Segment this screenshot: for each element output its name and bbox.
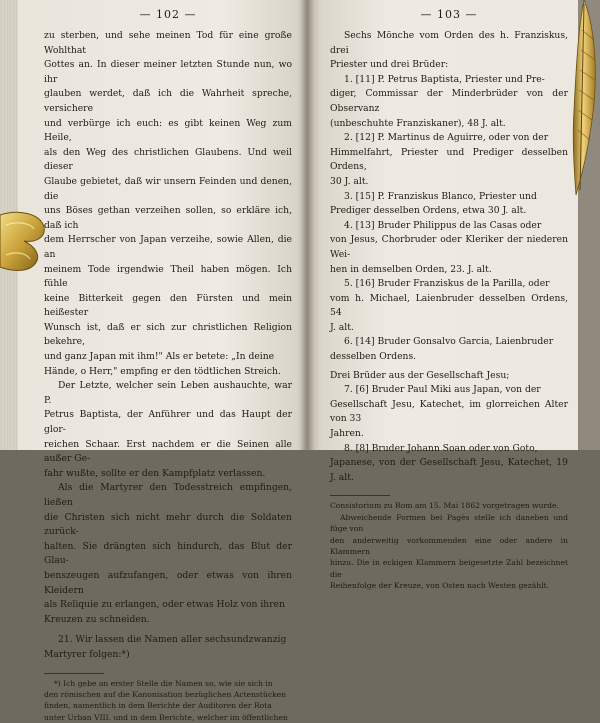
book-spine-shadow [300,0,314,450]
text-line: diger, Commissar der Minderbrüder von der Observanz [330,88,568,114]
footnote-line: Abweichende Formen bei Pagès stelle ich daneben und füge von [330,512,568,534]
text-line: uns Böses gethan verzeihen sollen, so erkläre ich, daß ich [44,205,292,231]
text-line: und ganz Japan mit ihm!" Als er betete: „In deine [44,351,275,363]
text-line: 5. [16] Bruder Franziskus de la Parilla, oder [344,278,550,290]
footnote-line: den anderweitig vorkommenden eine oder andere in Klammern [330,535,568,557]
martyr-list [330,73,568,365]
text-line: halten. Sie drängten sich hindurch, das Blut der Glau- [44,540,292,567]
list-item [330,335,568,364]
list-item [330,131,568,189]
footnote-rule [330,495,390,496]
right-page [308,0,578,591]
left-body [44,29,292,627]
text-line: benszeugen aufzufangen, oder etwas von ihren Kleidern [44,569,292,596]
left-footnote [44,678,292,723]
text-line: zu sterben, und sehe meinen Tod für eine große Wohlthat [44,30,292,56]
text-line: Wunsch ist, daß er sich zur christlichen Religion bekehre, [44,321,292,348]
footnote-line: finden, namentlich in dem Berichte der Auditoren der Rota [44,701,272,711]
text-line: Jahren. [330,428,364,440]
text-line: Sechs Mönche vom Orden des h. Franziskus, drei [330,30,568,56]
right-body [330,29,568,485]
text-line: Himmelfahrt, Priester und Prediger desselben Ordens, [330,146,568,173]
footnote-rule [44,673,104,674]
text-line: (unbeschuhte Franziskaner), 48 J. alt. [330,117,506,129]
text-line: Gesellschaft Jesu, Katechet, im glorreichen Alter von 33 [330,398,568,425]
text-line: Der Letzte, welcher sein Leben aushauchte, war P. [44,380,292,406]
text-line: 21. Wir lassen die Namen aller sechsundzwanzig [58,634,287,646]
footnote-line: *) Ich gebe an erster Stelle die Namen so, wie sie sich in [54,678,273,688]
text-line: Prediger desselben Ordens, etwa 30 J. alt. [330,205,527,217]
text-line: 6. [14] Bruder Gonsalvo Garcia, Laienbruder [344,336,554,348]
list-item [330,190,568,219]
text-line: hen in demselben Orden, 23. J. alt. [330,263,492,275]
text-line: vom h. Michael, Laienbruder desselben Ordens, 54 [330,292,568,319]
list-item [330,73,568,131]
footnote-line: hinzu. Die in eckigen Klammern beigesetzte Zahl bezeichnet die [330,558,568,579]
text-line: Japanese, von der Gesellschaft Jesu, Katechet, 19 J. alt. [330,457,568,483]
footnote-line: Reihenfolge der Kreuze, von Osten nach Westen gezählt. [330,581,550,591]
footnote-line: unter Urban VIII. und in dem Berichte, welcher im öffentlichen [44,712,288,722]
text-line: dem Herrscher von Japan verzeihe, sowie Allen, die an [44,234,292,260]
left-page [18,0,308,722]
left-page-number: — 102 — [139,8,197,21]
right-page-number: — 103 — [420,8,478,21]
text-line: Glaube gebietet, daß wir unsern Feinden und denen, die [44,175,292,202]
right-footnote [330,500,568,591]
footnote-line: Consistorium zu Rom am 15. Mai 1862 vorgetragen wurde. [330,501,559,511]
text-line: Priester und drei Brüder: [330,59,449,71]
text-line: fahr wußte, sollte er den Kampfplatz verlassen. [44,467,266,479]
text-line: 1. [11] P. Petrus Baptista, Priester und Pre- [344,73,545,85]
text-line: als den Weg des christlichen Glaubens. Und weil dieser [44,146,292,173]
text-line: Als die Martyrer den Todesstreich empfingen, ließen [44,482,292,508]
text-line: als Reliquie zu erlangen, oder etwas Holz von ihren [44,599,285,611]
text-line: 3. [15] P. Franziskus Blanco, Priester und [344,190,537,202]
text-line: desselben Ordens. [330,351,417,363]
text-line: keine Bitterkeit gegen den Fürsten und mein heißester [44,292,292,319]
text-line: 4. [13] Bruder Philippus de las Casas oder [344,219,542,231]
section-heading [44,633,292,662]
list-item [330,277,568,335]
list-item [330,383,568,441]
text-line: Hände, o Herr," empfing er den tödtlichen Streich. [44,365,281,377]
text-line: glauben werdet, daß ich die Wahrheit spreche, versichere [44,88,292,114]
text-line: und verbürge ich euch: es gibt keinen Weg zum Heile, [44,117,292,144]
martyr-list-jesuits [330,383,568,485]
text-line: 30 J. alt. [330,175,369,187]
text-line: Petrus Baptista, der Anführer und das Haupt der glor- [44,409,292,436]
footnote-line: den römischen auf die Kanonisation bezüglichen Actenstücken [44,689,287,699]
text-line: von Jesus, Chorbruder oder Kleriker der niederen Wei- [330,234,568,260]
gold-clasp-icon [0,205,46,275]
list-item [330,219,568,277]
text-line: Drei Brüder aus der Gesellschaft Jesu; [330,369,510,381]
text-line: die Christen sich nicht mehr durch die Soldaten zurück- [44,511,292,538]
gold-quill-icon [566,0,600,200]
text-line: 2. [12] P. Martinus de Aguirre, oder von der [344,132,549,144]
text-line: 7. [6] Bruder Paul Miki aus Japan, von der [344,384,541,396]
text-line: J. alt. [330,321,354,333]
text-line: Kreuzen zu schneiden. [44,613,150,625]
text-line: Martyrer folgen:*) [44,648,130,660]
text-line: Gottes an. In dieser meiner letzten Stunde nun, wo ihr [44,59,292,85]
text-line: reichen Schaar. Erst nachdem er die Seinen alle außer Ge- [44,438,292,465]
list-item [330,442,568,486]
text-line: meinem Tode irgendwie Theil haben mögen. Ich fühle [44,263,292,290]
text-line: 8. [8] Bruder Johann Soan oder von Goto, [344,442,538,454]
